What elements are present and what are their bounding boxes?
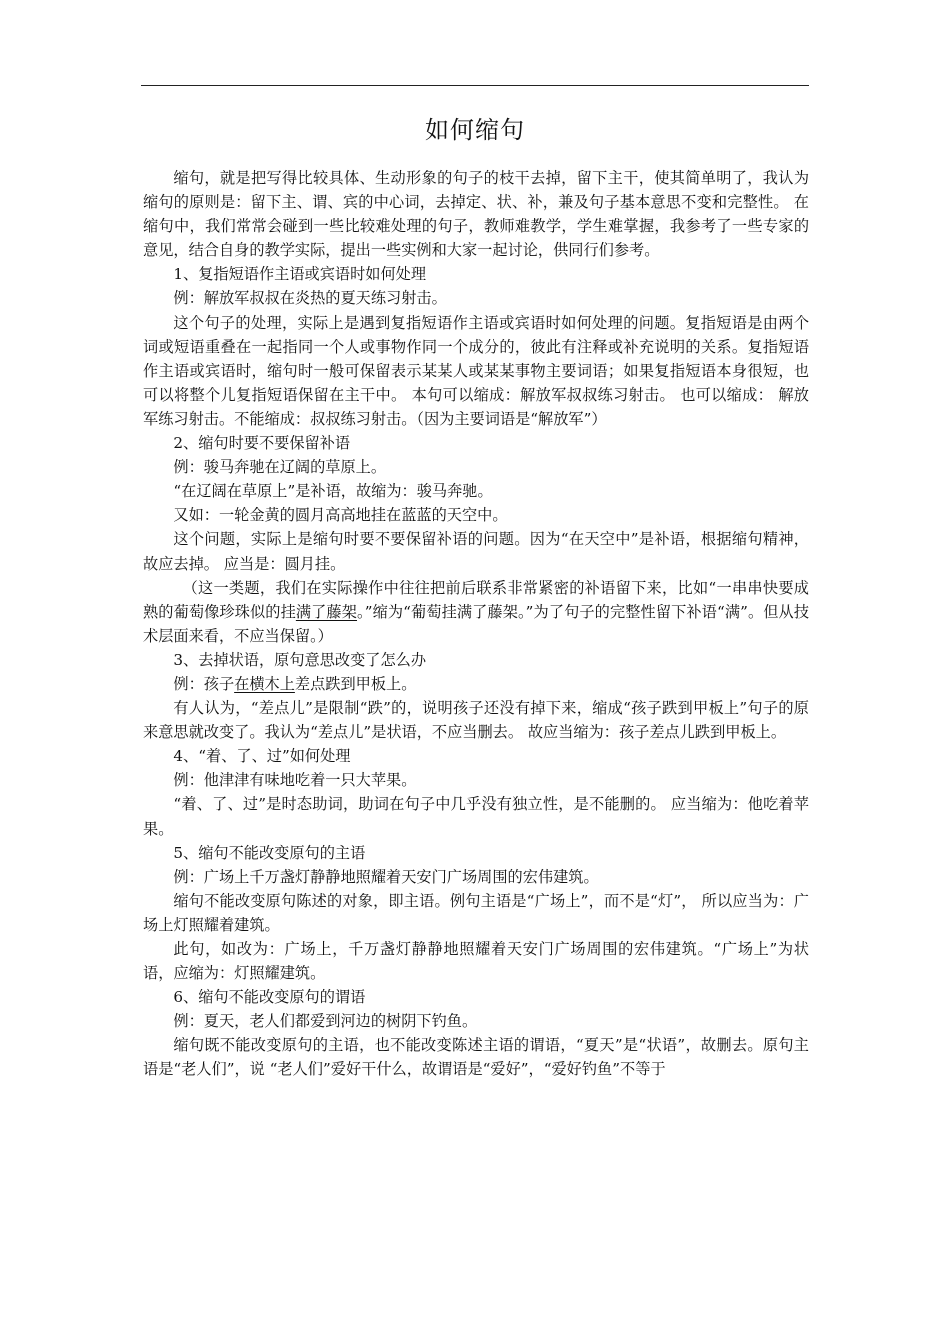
paragraph-explanation-5: 缩句不能改变原句陈述的对象，即主语。例句主语是“广场上”，而不是“灯”， 所以应当为：广场上灯照耀着建筑。 xyxy=(143,891,809,934)
aside-text-pre: （这一类题，我们在实际操作中往往把前后联系非常紧密的补语留下来，比如“一串串快要成熟的葡萄像珍珠似的挂 xyxy=(143,578,809,621)
example-6: 例：夏天，老人们都爱到河边的树阴下钓鱼。 xyxy=(173,1012,478,1031)
document-body xyxy=(143,166,809,1082)
example-2: 例：骏马奔驰在辽阔的草原上。 xyxy=(173,458,387,477)
example-5: 例：广场上千万盏灯静静地照耀着天安门广场周围的宏伟建筑。 xyxy=(173,867,599,886)
paragraph-intro: 缩句，就是把写得比较具体、生动形象的句子的枝干去掉，留下主干，使其简单明了，我认为缩句的原则是：留下主、谓、宾的中心词，去掉定、状、补，兼及句子基本意思不变和完整性。 在缩句中，我们常常会碰到一些比较难处理的句子，教师难教学，学生难掌握，我参考了一些专家的意见，结合自身的教学实际，提出一些实例和大家一起讨论，供同行们参考。 xyxy=(143,169,809,260)
section-heading-5: 5、缩句不能改变原句的主语 xyxy=(173,843,366,862)
paragraph-explanation-4: “着、了、过”是时态助词，助词在句子中几乎没有独立性，是不能删的。 应当缩为：他吃着苹果。 xyxy=(143,795,809,838)
paragraph-explanation-1: 这个句子的处理，实际上是遇到复指短语作主语或宾语时如何处理的问题。复指短语是由两个词或短语重叠在一起指同一个人或事物作同一个成分的，彼此有注释或补充说明的关系。复指短语作主语或宾语时，缩句时一般可保留表示某某人或某某事物主要词语；如果复指短语本身很短，也可以将整个儿复指短语保留在主干中。 本句可以缩成：解放军叔叔练习射击。 也可以缩成： 解放军练习射击。不能缩成：叔叔练习射击。（因为主要词语是“解放军”） xyxy=(143,313,809,428)
section-heading-6: 6、缩句不能改变原句的谓语 xyxy=(173,988,366,1007)
paragraph-explanation-6: 缩句既不能改变原句的主语，也不能改变陈述主语的谓语，“夏天”是“状语”，故删去。原句主语是“老人们”，说 “老人们”爱好干什么，故谓语是“爱好”，“爱好钓鱼”不等于 xyxy=(143,1036,809,1079)
paragraph-complement-note: “在辽阔在草原上”是补语，故缩为：骏马奔驰。 xyxy=(173,482,493,501)
header-rule xyxy=(141,85,809,86)
aside-text-post: 。”缩为“葡萄挂满了藤架。”为了句子的完整性留下补语“满”。但从技术层面来看，不应当保留。） xyxy=(143,602,810,645)
example-2b: 又如：一轮金黄的圆月高高地挂在蓝蓝的天空中。 xyxy=(173,506,508,525)
document-title: 如何缩句 xyxy=(425,116,525,144)
example-4: 例：他津津有味地吃着一只大苹果。 xyxy=(173,771,417,790)
section-heading-2: 2、缩句时要不要保留补语 xyxy=(173,434,351,453)
paragraph-aside xyxy=(143,576,809,648)
example-1: 例：解放军叔叔在炎热的夏天练习射击。 xyxy=(173,289,447,308)
section-heading-1: 1、复指短语作主语或宾语时如何处理 xyxy=(173,265,427,284)
example-3-post: 差点跌到甲板上。 xyxy=(294,674,417,693)
example-3-pre: 例：孩子 xyxy=(173,674,235,693)
paragraph-explanation-5b: 此句，如改为：广场上，千万盏灯静静地照耀着天安门广场周围的宏伟建筑。“广场上”为状语，应缩为：灯照耀建筑。 xyxy=(143,940,809,983)
aside-underlined-phrase: 满了藤架 xyxy=(295,602,358,621)
paragraph-explanation-3: 有人认为，“差点儿”是限制“跌”的，说明孩子还没有掉下来，缩成“孩子跌到甲板上”句子的原来意思就改变了。我认为“差点儿”是状语，不应当删去。 故应当缩为：孩子差点儿跌到甲板上。 xyxy=(143,699,809,742)
example-3-underlined-phrase: 在横木上 xyxy=(234,674,295,693)
section-heading-4: 4、“着、了、过”如何处理 xyxy=(173,747,351,766)
example-3 xyxy=(143,672,809,696)
paragraph-explanation-2: 这个问题，实际上是缩句时要不要保留补语的问题。因为“在天空中”是补语，根据缩句精神，故应去掉。 应当是：圆月挂。 xyxy=(143,530,809,573)
section-heading-3: 3、去掉状语，原句意思改变了怎么办 xyxy=(173,650,427,669)
